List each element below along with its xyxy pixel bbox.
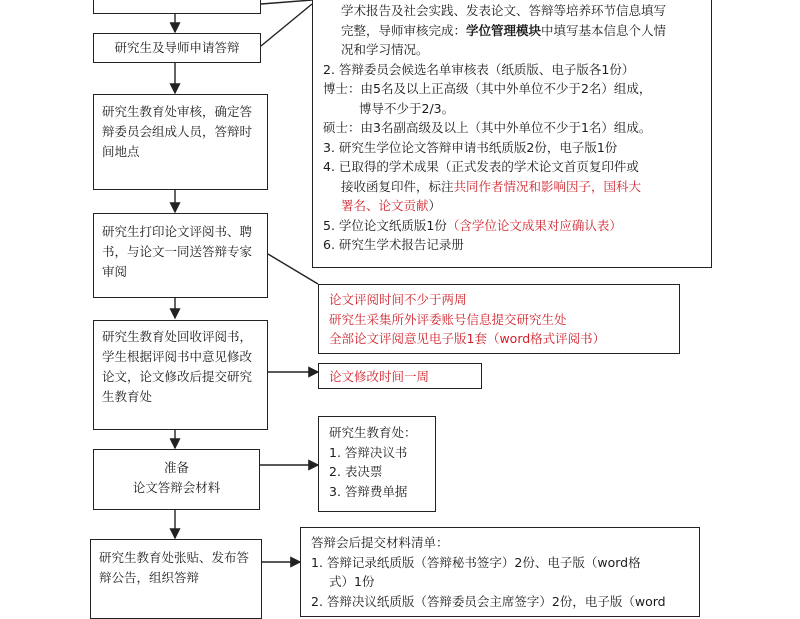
- note-item: 2. 表决票: [329, 464, 383, 479]
- step-label-2: 论文答辩会材料: [132, 480, 221, 495]
- review-time-note: [318, 284, 680, 354]
- note-line: 况和学习情况。: [341, 42, 429, 57]
- note-line: 式）1份: [329, 574, 375, 589]
- note-line: 论文修改时间一周: [329, 369, 430, 384]
- note-line: 博导不少于2/3。: [359, 100, 455, 116]
- note-item: 5. 学位论文纸质版1份（含学位论文成果对应确认表）: [323, 217, 622, 233]
- step-label: 研究生及导师申请答辩: [114, 40, 240, 55]
- note-item: 3. 答辩费单据: [329, 483, 408, 499]
- note-item: 2. 答辩委员会候选名单审核表（纸质版、电子版各1份）: [323, 61, 635, 77]
- note-line: 研究生采集所外评委账号信息提交研究生处: [329, 311, 567, 327]
- flow-step-announce-defense: [90, 539, 262, 619]
- note-line: 硕士：由3名副高级及以上（其中外单位不少于1名）组成。: [323, 120, 652, 135]
- step-label-1: 准备: [163, 460, 189, 475]
- note-item: 2. 答辩决议纸质版（答辩委员会主席签字）2份，电子版（word: [311, 593, 666, 609]
- note-line: 论文评阅时间不少于两周: [329, 292, 467, 307]
- note-title: 答辩会后提交材料清单：: [311, 535, 449, 550]
- connector-step1-note1: [261, 4, 312, 46]
- note-line: 接收函复印件，标注共同作者情况和影响因子，国科大: [341, 178, 642, 194]
- note-item: 1. 答辩记录纸质版（答辩秘书签字）2份、电子版（word格: [311, 554, 641, 570]
- flow-step-apply-defense: [93, 33, 261, 63]
- note-item: 4. 已取得的学术成果（正式发表的学术论文首页复印件或: [323, 159, 639, 174]
- note-line: 全部论文评阅意见电子版1套（word格式评阅书）: [329, 331, 606, 346]
- post-defense-materials-note: [300, 527, 700, 617]
- step-label: 研究生打印论文评阅书、聘书，与论文一同送答辩专家审阅: [102, 224, 253, 279]
- revision-time-note: [318, 363, 482, 389]
- step-label: 研究生教育处回收评阅书，学生根据评阅书中意见修改论文，论文修改后提交研究生教育处: [102, 329, 253, 404]
- note-item: 1. 答辩决议书: [329, 444, 408, 460]
- flow-step-review-committee: [93, 94, 268, 190]
- note-item: 3. 研究生学位论文答辩申请书纸质版2份，电子版1份: [323, 139, 618, 155]
- flow-step-top-partial: [93, 0, 261, 14]
- step-label: 研究生教育处审核，确定答辩委员会组成人员，答辩时间地点: [102, 104, 253, 159]
- flow-step-prepare-materials: [93, 449, 260, 510]
- note-item: 6. 研究生学术报告记录册: [323, 237, 464, 252]
- materials-list-note: [312, 0, 712, 268]
- education-office-materials-note: [318, 416, 436, 512]
- note-line: 博士：由5名及以上正高级（其中外单位不少于2名）组成，: [323, 81, 652, 96]
- note-title: 研究生教育处：: [329, 425, 417, 440]
- note-line: 完整，导师审核完成：学位管理模块中填写基本信息个人情: [341, 22, 667, 38]
- step-label: 研究生教育处张贴、发布答辩公告，组织答辩: [99, 550, 250, 585]
- note-line: 学术报告及社会实践、发表论文、答辩等培养环节信息填写: [341, 3, 667, 18]
- connector-top-note1: [261, 0, 312, 4]
- flow-step-print-review: [93, 213, 268, 298]
- connector-step3-note2: [268, 254, 318, 284]
- flow-step-collect-review: [93, 320, 268, 430]
- note-line: 署名、论文贡献）: [341, 198, 442, 213]
